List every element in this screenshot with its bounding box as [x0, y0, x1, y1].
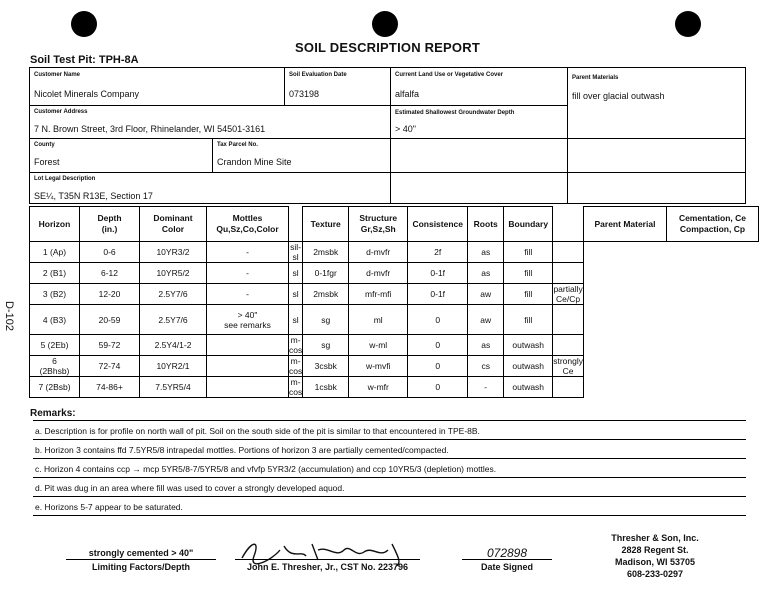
header-mottles: Mottles Qu,Sz,Co,Color — [207, 207, 289, 242]
cell-horizon: 7 (2Bsb) — [30, 377, 80, 398]
remark-item — [33, 480, 746, 496]
punch-hole-right — [675, 11, 701, 37]
table-row — [30, 305, 759, 335]
report-title: SOIL DESCRIPTION REPORT — [295, 40, 480, 55]
cell-consistence: w-mvfi — [349, 356, 408, 377]
cell-structure: sg — [303, 335, 349, 356]
county-label: County — [34, 142, 55, 148]
table-row — [30, 377, 759, 398]
cell-depth: 20-59 — [80, 305, 140, 335]
company-street: 2828 Regent St. — [621, 545, 689, 555]
table-row — [30, 242, 759, 263]
cell-structure: 3csbk — [303, 356, 349, 377]
cell-structure: sg — [303, 305, 349, 335]
cell-color: 7.5YR5/4 — [140, 377, 207, 398]
remark-text: b. Horizon 3 contains ffd 7.5YR5/8 intrapedal mottles. Portions of horizon 3 are partially cemented/compacted. — [35, 445, 449, 455]
cell-consistence: d-mvfr — [349, 242, 408, 263]
groundwater-label: Estimated Shallowest Groundwater Depth — [395, 110, 515, 116]
cell-color: 10YR3/2 — [140, 242, 207, 263]
address-label: Customer Address — [34, 109, 88, 115]
soil-test-pit: Soil Test Pit: TPH-8A — [30, 54, 139, 66]
cell-mottles: - — [207, 242, 289, 263]
cell-color: 10YR5/2 — [140, 263, 207, 284]
punch-hole-center — [372, 11, 398, 37]
remark-text: d. Pit was dug in an area where fill was used to cover a strongly developed aquod. — [35, 483, 345, 493]
limiting-value: strongly cemented > 40" — [88, 548, 194, 558]
date-signed-label: Date Signed — [480, 562, 533, 572]
legal-description: SE¼, T35N R13E, Section 17 — [34, 191, 153, 201]
remark-item — [33, 499, 746, 515]
remark-text: e. Horizons 5-7 appear to be saturated. — [35, 502, 183, 512]
header-horizon: Horizon — [30, 207, 80, 242]
cell-texture: sl — [289, 305, 303, 335]
cell-consistence: mfr-mfi — [349, 284, 408, 305]
header-consistence: Consistence — [408, 207, 468, 242]
cell-depth: 74-86+ — [80, 377, 140, 398]
customer-name: Nicolet Minerals Company — [34, 89, 140, 99]
cell-structure: 0-1fgr — [303, 263, 349, 284]
cell-texture: m-cos — [289, 377, 303, 397]
cell-depth: 72-74 — [80, 356, 140, 377]
cell-consistence: w-mfr — [349, 377, 408, 398]
header-cementation: Cementation, Ce Compaction, Cp — [666, 207, 758, 242]
cell-horizon: 5 (2Eb) — [30, 335, 80, 356]
cell-parent-material: fill — [504, 242, 553, 263]
eval-date-label: Soil Evaluation Date — [289, 72, 347, 78]
cell-parent-material: outwash — [504, 356, 553, 377]
header-texture: Texture — [303, 207, 349, 242]
cell-depth: 6-12 — [80, 263, 140, 284]
cell-texture: sl — [289, 284, 303, 305]
punch-hole-left — [71, 11, 97, 37]
remark-text: a. Description is for profile on north wall of pit. Soil on the south side of the pit is similar to that encountered in TPE-8B. — [35, 426, 480, 436]
cell-color: 2.5Y4/1-2 — [140, 335, 207, 356]
cell-parent-material: fill — [504, 305, 553, 335]
parcel-label: Tax Parcel No. — [217, 142, 258, 148]
cell-cementation — [553, 305, 584, 335]
cell-cementation — [553, 242, 584, 263]
header-structure: Structure Gr,Sz,Sh — [349, 207, 408, 242]
county: Forest — [34, 157, 60, 167]
cell-structure: 1csbk — [303, 377, 349, 398]
cell-horizon: 6 (2Bhsb) — [30, 356, 80, 377]
cell-texture: sl — [289, 263, 303, 284]
cell-color: 2.5Y7/6 — [140, 305, 207, 335]
cell-boundary: as — [468, 242, 504, 263]
cell-mottles — [207, 377, 289, 398]
cell-horizon: 1 (Ap) — [30, 242, 80, 263]
cell-mottles: - — [207, 263, 289, 284]
soil-horizon-table — [29, 206, 759, 398]
cell-consistence: d-mvfr — [349, 263, 408, 284]
cell-depth: 59-72 — [80, 335, 140, 356]
cell-texture: m-cos — [289, 335, 303, 355]
header-parent-material: Parent Material — [583, 207, 666, 242]
cell-boundary: aw — [468, 305, 504, 335]
header-roots: Roots — [468, 207, 504, 242]
eval-date: 073198 — [289, 89, 320, 99]
cell-parent-material: outwash — [504, 377, 553, 398]
cell-boundary: as — [468, 263, 504, 284]
cell-roots: 0 — [408, 305, 468, 335]
parent-materials: fill over glacial outwash — [572, 91, 665, 101]
company-phone: 608-233-0297 — [626, 569, 684, 579]
remark-item — [33, 423, 746, 439]
cell-roots: 0-1f — [408, 284, 468, 305]
groundwater-depth: > 40" — [395, 124, 416, 134]
legal-description-label: Lot Legal Description — [34, 176, 96, 182]
company-name: Thresher & Son, Inc. — [611, 533, 699, 543]
cell-boundary: as — [468, 335, 504, 356]
table-row — [30, 284, 759, 305]
cell-roots: 2f — [408, 242, 468, 263]
cell-structure: 2msbk — [303, 284, 349, 305]
cell-depth: 0-6 — [80, 242, 140, 263]
cell-mottles: - — [207, 284, 289, 305]
cell-color: 10YR2/1 — [140, 356, 207, 377]
cell-cementation — [553, 335, 584, 356]
cell-mottles — [207, 356, 289, 377]
tax-parcel: Crandon Mine Site — [217, 157, 292, 167]
header-color: Dominant Color — [140, 207, 207, 242]
land-use-label: Current Land Use or Vegetative Cover — [395, 72, 504, 78]
side-label: D-102 — [2, 301, 15, 331]
land-use: alfalfa — [395, 89, 420, 99]
table-row — [30, 356, 759, 377]
remarks-title: Remarks: — [30, 408, 76, 419]
company-city: Madison, WI 53705 — [614, 557, 696, 567]
cell-structure: 2msbk — [303, 242, 349, 263]
parent-materials-label: Parent Materials — [572, 75, 619, 81]
cell-roots: 0-1f — [408, 263, 468, 284]
table-row — [30, 263, 759, 284]
limiting-label: Limiting Factors/Depth — [91, 562, 190, 572]
cell-texture: m-cos — [289, 356, 303, 376]
cell-cementation — [553, 377, 584, 398]
cell-parent-material: fill — [504, 263, 553, 284]
cell-horizon: 3 (B2) — [30, 284, 80, 305]
header-grid — [29, 67, 746, 204]
cell-mottles: > 40" see remarks — [207, 305, 289, 335]
date-signed-value: 072898 — [486, 546, 528, 560]
cell-depth: 12-20 — [80, 284, 140, 305]
cell-roots: 0 — [408, 377, 468, 398]
cell-cementation: partially Ce/Cp — [553, 284, 583, 304]
cell-cementation: strongly Ce — [553, 356, 583, 376]
remark-item — [33, 442, 746, 458]
header-boundary: Boundary — [504, 207, 553, 242]
company-block — [590, 532, 720, 580]
cell-parent-material: fill — [504, 284, 553, 305]
table-row — [30, 335, 759, 356]
cell-cementation — [553, 263, 584, 284]
cell-consistence: w-ml — [349, 335, 408, 356]
cell-horizon: 4 (B3) — [30, 305, 80, 335]
cell-boundary: - — [468, 377, 504, 398]
signer-name: John E. Thresher, Jr., CST No. 223796 — [246, 562, 409, 572]
cell-parent-material: outwash — [504, 335, 553, 356]
customer-name-label: Customer Name — [34, 72, 81, 78]
cell-roots: 0 — [408, 335, 468, 356]
cell-boundary: cs — [468, 356, 504, 377]
cell-consistence: ml — [349, 305, 408, 335]
cell-mottles — [207, 335, 289, 356]
cell-horizon: 2 (B1) — [30, 263, 80, 284]
customer-address: 7 N. Brown Street, 3rd Floor, Rhinelander, WI 54501-3161 — [34, 124, 266, 134]
header-depth: Depth (in.) — [80, 207, 140, 242]
cell-texture: sil-sl — [290, 242, 302, 262]
cell-boundary: aw — [468, 284, 504, 305]
cell-color: 2.5Y7/6 — [140, 284, 207, 305]
remark-text: c. Horizon 4 contains ccp → mcp 5YR5/8-7/5YR5/8 and vfvfp 5YR3/2 (accumulation) and ccp 10YR5/3 (depletion) mottles. — [35, 464, 497, 474]
remark-item — [33, 461, 746, 477]
cell-roots: 0 — [408, 356, 468, 377]
